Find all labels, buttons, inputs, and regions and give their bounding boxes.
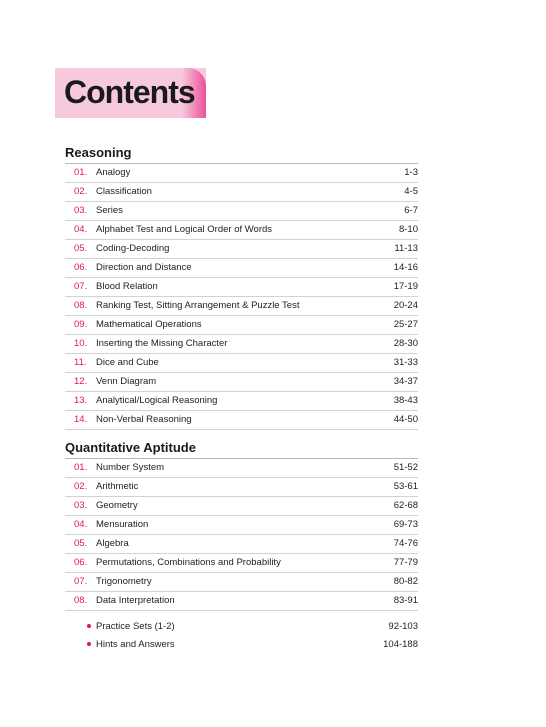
- chapter-title: Mensuration: [96, 519, 149, 530]
- extra-title: Practice Sets (1-2): [96, 621, 175, 632]
- chapter-number: 06.: [74, 262, 88, 273]
- toc-row[interactable]: [65, 554, 418, 573]
- chapter-number: 09.: [74, 319, 88, 330]
- toc-row[interactable]: [65, 259, 418, 278]
- extra-title: Hints and Answers: [96, 639, 175, 650]
- chapter-title: Direction and Distance: [96, 262, 192, 273]
- toc-row[interactable]: [65, 478, 418, 497]
- page-range: 34-37: [393, 376, 418, 387]
- toc-row[interactable]: [65, 278, 418, 297]
- chapter-number: 13.: [74, 395, 88, 406]
- page-range: 83-91: [393, 595, 418, 606]
- bullet-icon: [87, 624, 91, 628]
- chapter-title: Arithmetic: [96, 481, 139, 492]
- chapter-number: 11.: [74, 357, 87, 368]
- toc-row[interactable]: [65, 221, 418, 240]
- chapter-title: Blood Relation: [96, 281, 158, 292]
- chapter-title: Analytical/Logical Reasoning: [96, 395, 218, 406]
- toc-row[interactable]: [65, 373, 418, 392]
- chapter-number: 04.: [74, 224, 88, 235]
- chapter-number: 01.: [74, 462, 88, 473]
- chapter-number: 05.: [74, 243, 88, 254]
- toc-row[interactable]: [65, 316, 418, 335]
- page-range: 74-76: [393, 538, 418, 549]
- toc-row[interactable]: [65, 240, 418, 259]
- chapter-title: Series: [96, 205, 123, 216]
- chapter-title: Trigonometry: [96, 576, 152, 587]
- chapter-title: Number System: [96, 462, 165, 473]
- chapter-title: Non-Verbal Reasoning: [96, 414, 192, 425]
- page-range: 25-27: [393, 319, 418, 330]
- extra-row[interactable]: [65, 618, 418, 636]
- page-range: 44-50: [393, 414, 418, 425]
- section-heading-reasoning: Reasoning: [65, 145, 132, 160]
- page-range: 38-43: [393, 395, 418, 406]
- chapter-number: 07.: [74, 281, 88, 292]
- toc-row[interactable]: [65, 335, 418, 354]
- toc-row[interactable]: [65, 497, 418, 516]
- toc-row[interactable]: [65, 202, 418, 221]
- page-range: 69-73: [393, 519, 418, 530]
- bullet-icon: [87, 642, 91, 646]
- chapter-number: 14.: [74, 414, 88, 425]
- chapter-number: 01.: [74, 167, 88, 178]
- toc-row[interactable]: [65, 516, 418, 535]
- chapter-title: Mathematical Operations: [96, 319, 202, 330]
- page-range: 92-103: [388, 621, 418, 632]
- page-range: 8-10: [398, 224, 418, 235]
- toc-row[interactable]: [65, 183, 418, 202]
- page-range: 62-68: [393, 500, 418, 511]
- chapter-number: 10.: [74, 338, 88, 349]
- chapter-title: Classification: [96, 186, 152, 197]
- page-range: 6-7: [404, 205, 418, 216]
- page-range: 1-3: [404, 167, 418, 178]
- toc-row[interactable]: [65, 411, 418, 430]
- chapter-number: 08.: [74, 595, 88, 606]
- chapter-number: 05.: [74, 538, 88, 549]
- toc-row[interactable]: [65, 592, 418, 611]
- page-range: 51-52: [393, 462, 418, 473]
- toc-row[interactable]: [65, 297, 418, 316]
- toc-row[interactable]: [65, 535, 418, 554]
- chapter-number: 08.: [74, 300, 88, 311]
- chapter-number: 04.: [74, 519, 88, 530]
- chapter-title: Geometry: [96, 500, 138, 511]
- section-heading-quantitative-aptitude: Quantitative Aptitude: [65, 440, 196, 455]
- chapter-title: Analogy: [96, 167, 131, 178]
- extra-row[interactable]: [65, 636, 418, 654]
- contents-title-box: [55, 68, 206, 118]
- toc-row[interactable]: [65, 164, 418, 183]
- page-range: 11-13: [394, 243, 418, 254]
- chapter-number: 02.: [74, 481, 88, 492]
- section-reasoning-list: [65, 163, 418, 430]
- toc-row[interactable]: [65, 354, 418, 373]
- page-range: 17-19: [393, 281, 418, 292]
- chapter-title: Data Interpretation: [96, 595, 175, 606]
- chapter-number: 07.: [74, 576, 88, 587]
- page-range: 80-82: [393, 576, 418, 587]
- section-quantitative-list: [65, 458, 418, 611]
- chapter-title: Venn Diagram: [96, 376, 157, 387]
- page-title: Contents: [64, 74, 195, 110]
- page-range: 104-188: [383, 639, 418, 650]
- chapter-title: Inserting the Missing Character: [96, 338, 228, 349]
- toc-row[interactable]: [65, 573, 418, 592]
- page-range: 77-79: [393, 557, 418, 568]
- chapter-number: 12.: [74, 376, 88, 387]
- chapter-title: Coding-Decoding: [96, 243, 170, 254]
- chapter-number: 03.: [74, 205, 88, 216]
- page-range: 53-61: [393, 481, 418, 492]
- chapter-title: Algebra: [96, 538, 129, 549]
- chapter-title: Alphabet Test and Logical Order of Words: [96, 224, 273, 235]
- chapter-number: 03.: [74, 500, 88, 511]
- chapter-number: 06.: [74, 557, 88, 568]
- page-range: 28-30: [393, 338, 418, 349]
- page-range: 14-16: [393, 262, 418, 273]
- toc-row[interactable]: [65, 392, 418, 411]
- extras-list: [65, 618, 418, 654]
- toc-row[interactable]: [65, 459, 418, 478]
- chapter-title: Dice and Cube: [96, 357, 159, 368]
- page-range: 31-33: [393, 357, 418, 368]
- chapter-title: Permutations, Combinations and Probability: [96, 557, 281, 568]
- page-range: 20-24: [393, 300, 418, 311]
- page-range: 4-5: [404, 186, 418, 197]
- chapter-title: Ranking Test, Sitting Arrangement & Puzzle Test: [96, 300, 300, 311]
- chapter-number: 02.: [74, 186, 88, 197]
